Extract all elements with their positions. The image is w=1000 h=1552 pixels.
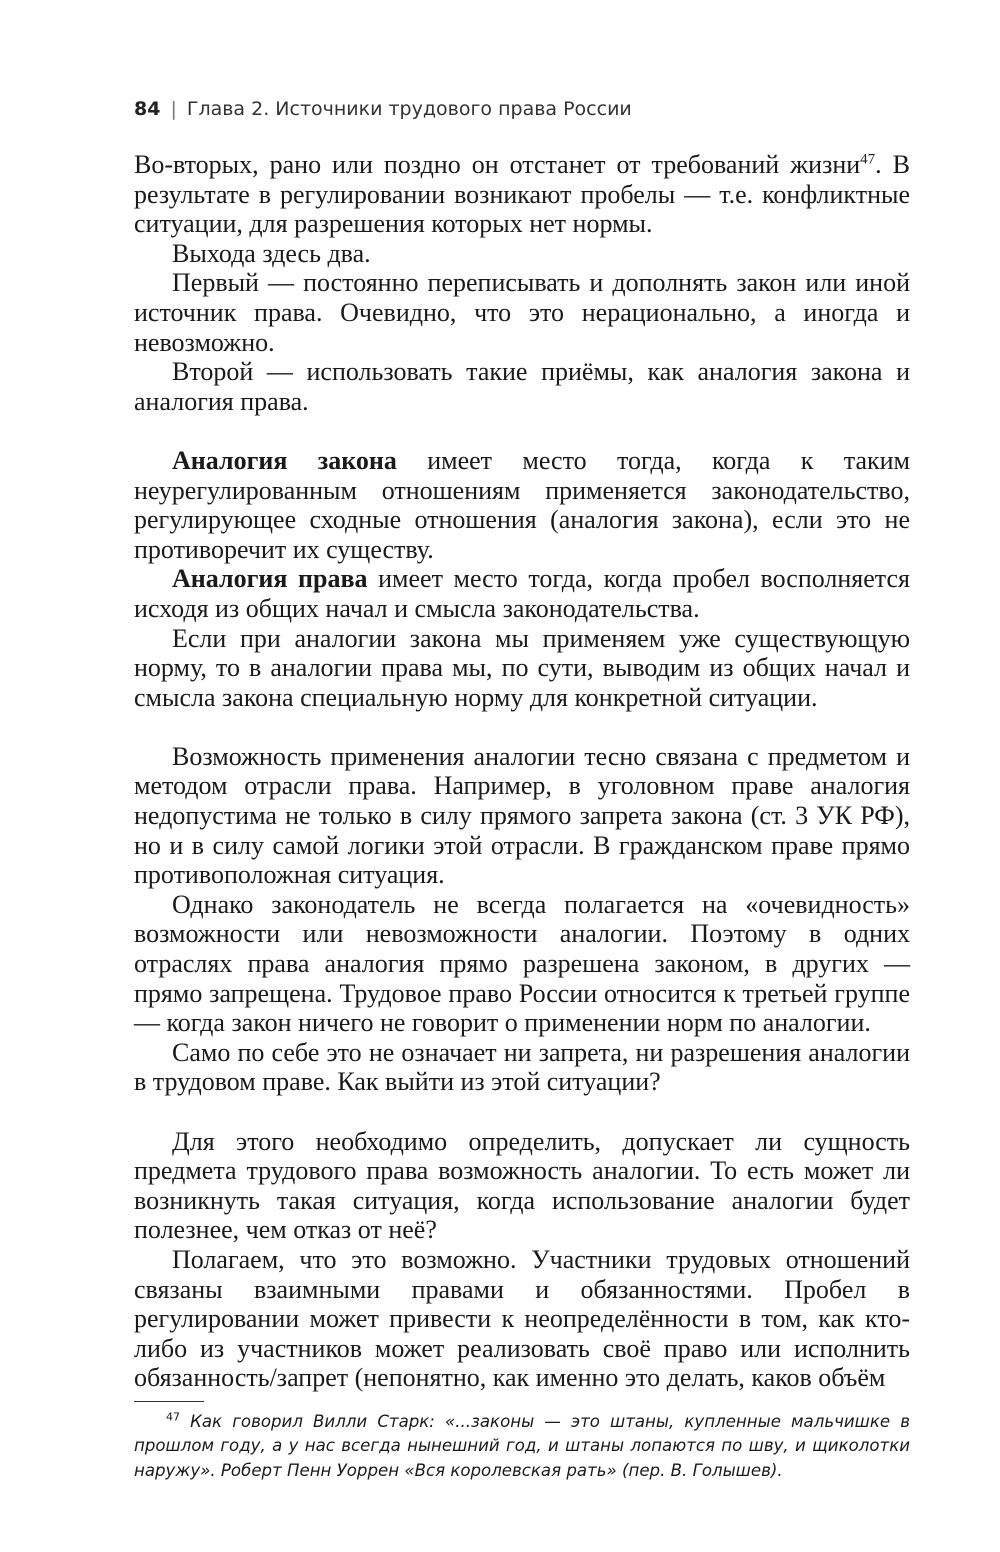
term-law-analogy: Аналогия закона: [172, 445, 397, 475]
paragraph-4: Второй — использовать такие приёмы, как аналогия закона и аналогия права.: [134, 357, 910, 416]
paragraph-7: Если при аналогии закона мы применяем уже существующую норму, то в аналогии права мы, по сути, выводим из общих начал и смысла закона специальную норму для конкретной ситуации.: [134, 623, 910, 712]
footnote-reference[interactable]: 47: [860, 151, 876, 168]
paragraph-11: Для этого необходимо определить, допускает ли сущность предмета трудового права возможность аналогии. То есть может ли возникнуть такая ситуация, когда использование аналогии будет полезнее, чем отказ от неё?: [134, 1126, 910, 1245]
paragraph-9: Однако законодатель не всегда полагается на «очевидность» возможности или невозможности аналогии. Поэтому в одних отраслях права аналогия прямо разрешена законом, в других — прямо запрещена. Трудовое право России относится к третьей группе — когда закон ничего не говорит о применении норм по аналогии.: [134, 889, 910, 1038]
paragraph-2: Выхода здесь два.: [172, 238, 371, 268]
chapter-title: Глава 2. Источники трудового права России: [186, 98, 632, 120]
paragraph-10: Само по себе это не означает ни запрета, ни разрешения аналогии в трудовом праве. Как выйти из этой ситуации?: [134, 1037, 910, 1097]
footnote-divider: [134, 1401, 204, 1402]
footnote: [134, 1410, 910, 1484]
paragraph-1-tail: . В результате в регулировании возникают пробелы — т.е. конфликтные ситуации, для разрешения которых нет нормы.: [134, 150, 911, 239]
header-separator: |: [170, 98, 177, 120]
body-text: [134, 150, 910, 1393]
paragraph-6-text: имеет место тогда, когда пробел восполняется исходя из общих начал и смысла законодательства.: [134, 564, 910, 623]
paragraph-6: [134, 564, 910, 623]
paragraph-3: Первый — постоянно переписывать и дополнять закон или иной источник права. Очевидно, что это нерационально, а иногда и невозможно.: [134, 268, 910, 357]
paragraph-1-text: Во-вторых, рано или поздно он отстанет от требований жизни: [134, 150, 861, 179]
paragraph-5-text: имеет место тогда, когда к таким неурегулированным отношениям применяется законодательство, регулирующее сходные отношения (аналогия закона), если это не противоречит их существу.: [134, 445, 910, 564]
page-number: 84: [134, 98, 161, 120]
term-right-analogy: Аналогия права: [172, 564, 368, 594]
paragraph-12: Полагаем, что это возможно. Участники трудовых отношений связаны взаимными правами и обязанностями. Пробел в регулировании может привести к неопределённости в том, как кто-либо из участников может реализовать своё право или исполнить обязанность/запрет (непонятно, как именно это делать, каков объём: [134, 1244, 910, 1393]
running-header: [134, 92, 910, 126]
paragraph-8: Возможность применения аналогии тесно связана с предметом и методом отрасли права. Например, в уголовном праве аналогия недопустима не только в силу прямого запрета закона (ст. 3 УК РФ), но и в силу самой логики этой отрасли. В гражданском праве прямо противоположная ситуация.: [134, 741, 910, 890]
footnote-text: Как говорил Вилли Старк: «...законы — это штаны, купленные мальчишке в прошлом году, а у нас всегда нынешний год, и штаны лопаются по шву, и щиколотки наружу». Роберт Пенн Уоррен «Вся королевская рать» (пер. В. Голышев).: [134, 1411, 910, 1480]
paragraph-5: [134, 446, 910, 564]
book-page: [134, 92, 910, 1483]
paragraph-1: [134, 150, 910, 239]
footnote-mark: 47: [166, 1410, 180, 1424]
